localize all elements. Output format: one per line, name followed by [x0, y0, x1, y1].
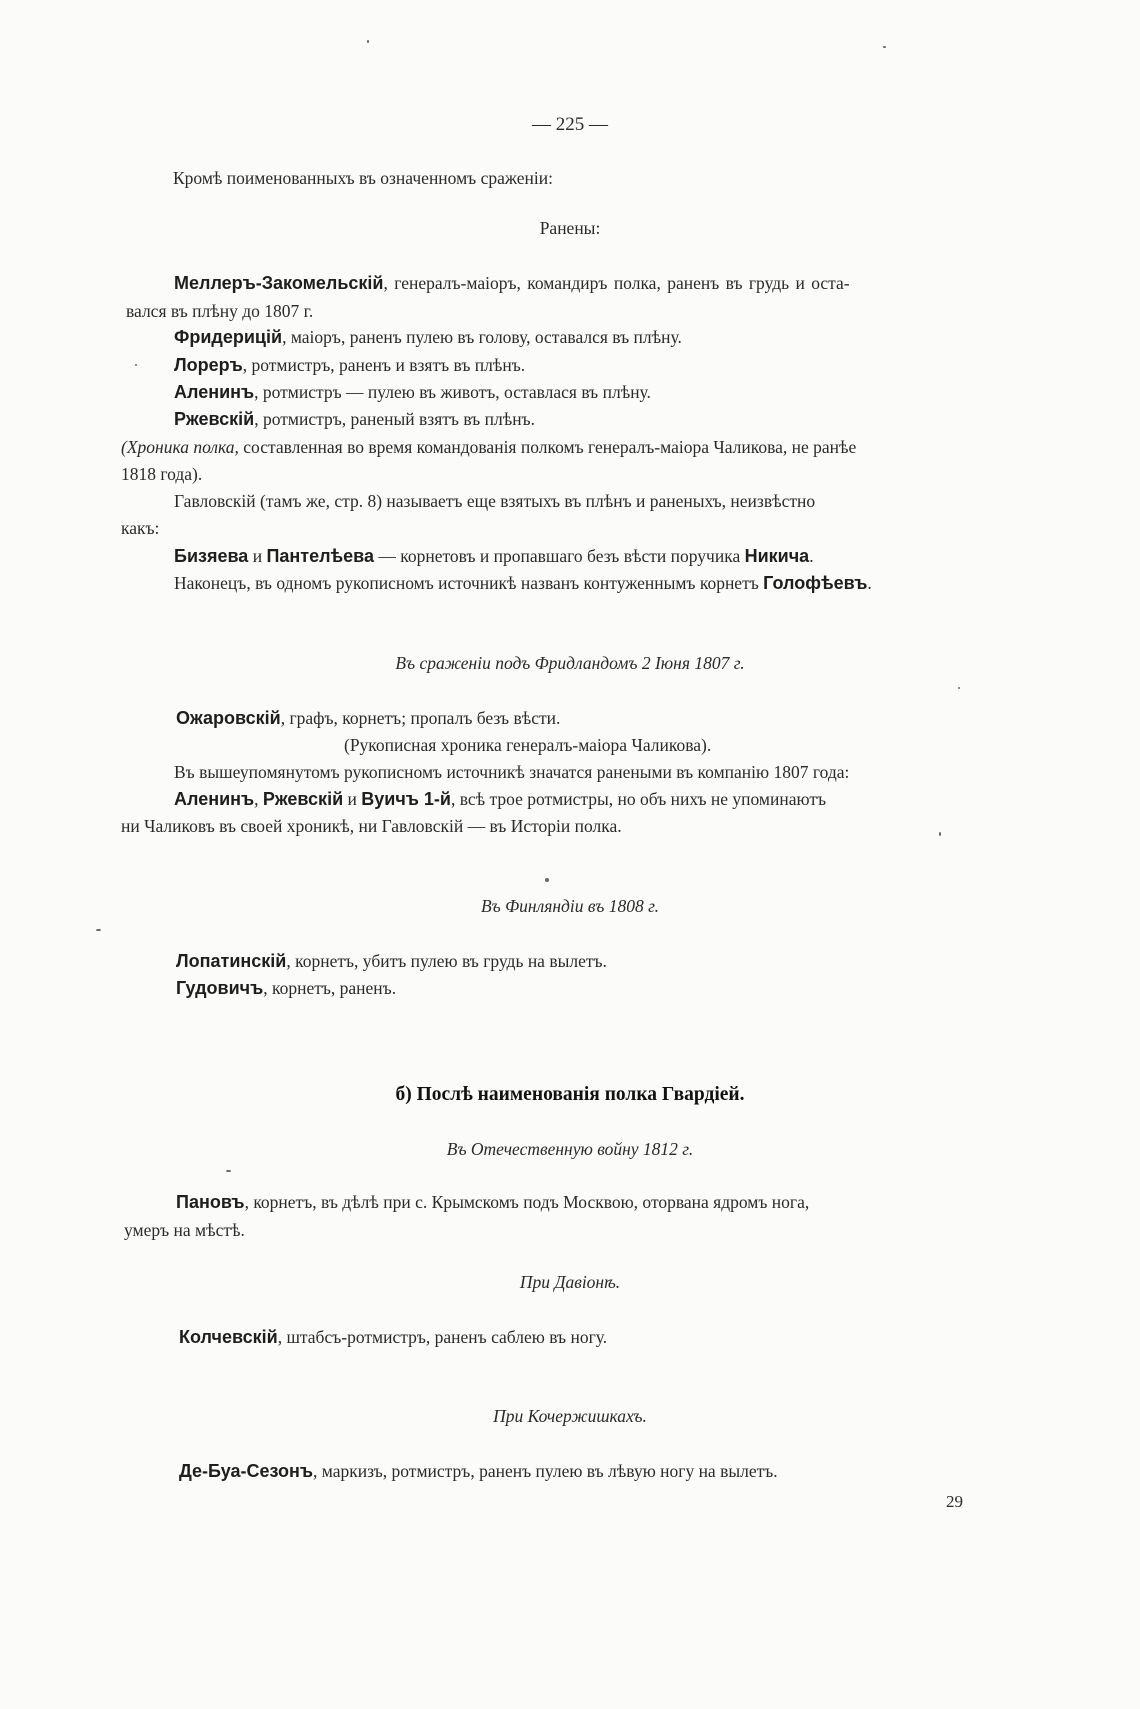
entry-friderici — [174, 327, 682, 348]
chronicle-text: составленная во время командованія полкомъ генералъ-маіора Чаликова, не ранѣе — [238, 437, 857, 457]
entry-text: , — [254, 789, 263, 809]
entry-meller — [174, 273, 850, 294]
davion-heading: При Давіонѣ. — [519, 1272, 621, 1292]
entry-gudovich — [176, 978, 396, 999]
chronicle-title: (Хроника полка, — [121, 437, 239, 457]
person-name: Меллеръ-Закомельскій — [174, 273, 384, 293]
person-name: Де-Буа-Сезонъ — [179, 1461, 314, 1481]
chalikov-source: (Рукописная хроника генералъ-маіора Чаликова). — [344, 735, 712, 755]
entry-panov — [176, 1192, 809, 1213]
person-name: Пантелѣева — [266, 546, 375, 566]
person-name: Никича — [744, 546, 810, 566]
friedland-heading: Въ сраженіи подъ Фридландомъ 2 Іюня 1807 г. — [395, 653, 745, 673]
entry-bizyaev — [174, 546, 814, 567]
person-name: Лореръ — [174, 355, 243, 375]
finland-heading: Въ Финляндіи въ 1808 г. — [480, 896, 660, 916]
entry-text: , штабсъ-ротмистръ, раненъ саблею въ ногу. — [277, 1327, 608, 1347]
entry-de-bua-sezon — [179, 1461, 778, 1482]
entry-text: , всѣ трое ротмистры, но объ нихъ не упоминаютъ — [450, 789, 827, 809]
entry-text: — корнетовъ и пропавшаго безъ вѣсти поручика — [374, 546, 745, 566]
entry-text: , маркизъ, ротмистръ, раненъ пулею въ лѣвую ногу на вылетъ. — [313, 1461, 778, 1481]
ink-speck — [939, 832, 941, 836]
entry-rzhevsky — [174, 409, 535, 430]
entry-ozharovsky — [176, 708, 560, 729]
person-name: Аленинъ — [174, 789, 255, 809]
person-name: Ржевскій — [174, 409, 255, 429]
person-name: Гудовичъ — [176, 978, 264, 998]
entry-text: Наконецъ, въ одномъ рукописномъ источникѣ названъ контуженнымъ корнетъ — [174, 573, 764, 593]
entry-lorer — [174, 355, 525, 376]
ink-speck — [958, 687, 960, 689]
ink-speck — [96, 929, 101, 931]
entry-golofeev — [174, 573, 872, 594]
gavlovsky-line-cont: какъ: — [121, 518, 160, 538]
ink-speck — [367, 40, 369, 43]
gavlovsky-line: Гавловскій (тамъ же, стр. 8) называетъ еще взятыхъ въ плѣнъ и раненыхъ, неизвѣстно — [174, 491, 816, 511]
ink-speck — [883, 46, 886, 48]
ink-speck — [545, 878, 549, 882]
entry-panov-cont: умеръ на мѣстѣ. — [124, 1220, 245, 1240]
entry-text: , маіоръ, раненъ пулею въ голову, оставался въ плѣну. — [282, 327, 682, 347]
entry-text: . — [809, 546, 814, 566]
chronicle-source-cont: 1818 года). — [121, 464, 203, 484]
person-name: Бизяева — [174, 546, 249, 566]
manuscript-line: Въ вышеупомянутомъ рукописномъ источникѣ значатся ранеными въ компанію 1807 года: — [174, 762, 850, 782]
entry-text: , генералъ-маіоръ, командиръ полка, раненъ въ грудь и оста- — [383, 273, 850, 293]
signature-mark: 29 — [946, 1492, 963, 1511]
entry-text: и — [248, 546, 267, 566]
wounded-heading: Ранены: — [539, 218, 601, 238]
entry-text: , ротмистръ, раненъ и взятъ въ плѣнъ. — [242, 355, 526, 375]
entry-text: , корнетъ, въ дѣлѣ при с. Крымскомъ подъ Москвою, оторвана ядромъ нога, — [244, 1192, 810, 1212]
person-name: Голофѣевъ — [763, 573, 868, 593]
entry-text: . — [867, 573, 872, 593]
ink-speck — [226, 1170, 231, 1172]
person-name: Лопатинскій — [176, 951, 287, 971]
page-number: — 225 — — [532, 114, 608, 135]
entry-lopatinsky — [176, 951, 607, 972]
entry-alenin-1807 — [174, 789, 826, 810]
person-name: Вуичъ 1-й — [361, 789, 451, 809]
entry-text: , ротмистръ — пулею въ животъ, оставлася въ плѣну. — [254, 382, 651, 402]
person-name: Ржевскій — [262, 789, 344, 809]
ink-speck — [135, 364, 137, 366]
entry-meller-cont: вался въ плѣну до 1807 г. — [126, 301, 314, 321]
entry-text: и — [343, 789, 362, 809]
entry-text: , ротмистръ, раненый взятъ въ плѣнъ. — [254, 409, 535, 429]
person-name: Ожаровскій — [176, 708, 281, 728]
chronicle-source — [121, 437, 856, 458]
entry-alenin — [174, 382, 651, 403]
person-name: Фридерицій — [174, 327, 283, 347]
entry-text: , корнетъ, убитъ пулею въ грудь на вылетъ. — [286, 951, 607, 971]
manuscript-line-cont: ни Чаликовъ въ своей хроникѣ, ни Гавловскій — въ Исторіи полка. — [121, 816, 622, 836]
person-name: Колчевскій — [179, 1327, 278, 1347]
person-name: Пановъ — [176, 1192, 245, 1212]
person-name: Аленинъ — [174, 382, 255, 402]
entry-kolchevsky — [179, 1327, 607, 1348]
entry-text: , корнетъ, раненъ. — [263, 978, 397, 998]
entry-text: , графъ, корнетъ; пропалъ безъ вѣсти. — [280, 708, 561, 728]
war-1812-heading: Въ Отечественную войну 1812 г. — [446, 1139, 694, 1159]
section-b-heading: б) Послѣ наименованія полка Гвардіей. — [395, 1084, 745, 1105]
intro-line: Кромѣ поименованныхъ въ означенномъ сраженіи: — [173, 168, 553, 188]
kocherzh-heading: При Кочержишкахъ. — [493, 1406, 647, 1426]
